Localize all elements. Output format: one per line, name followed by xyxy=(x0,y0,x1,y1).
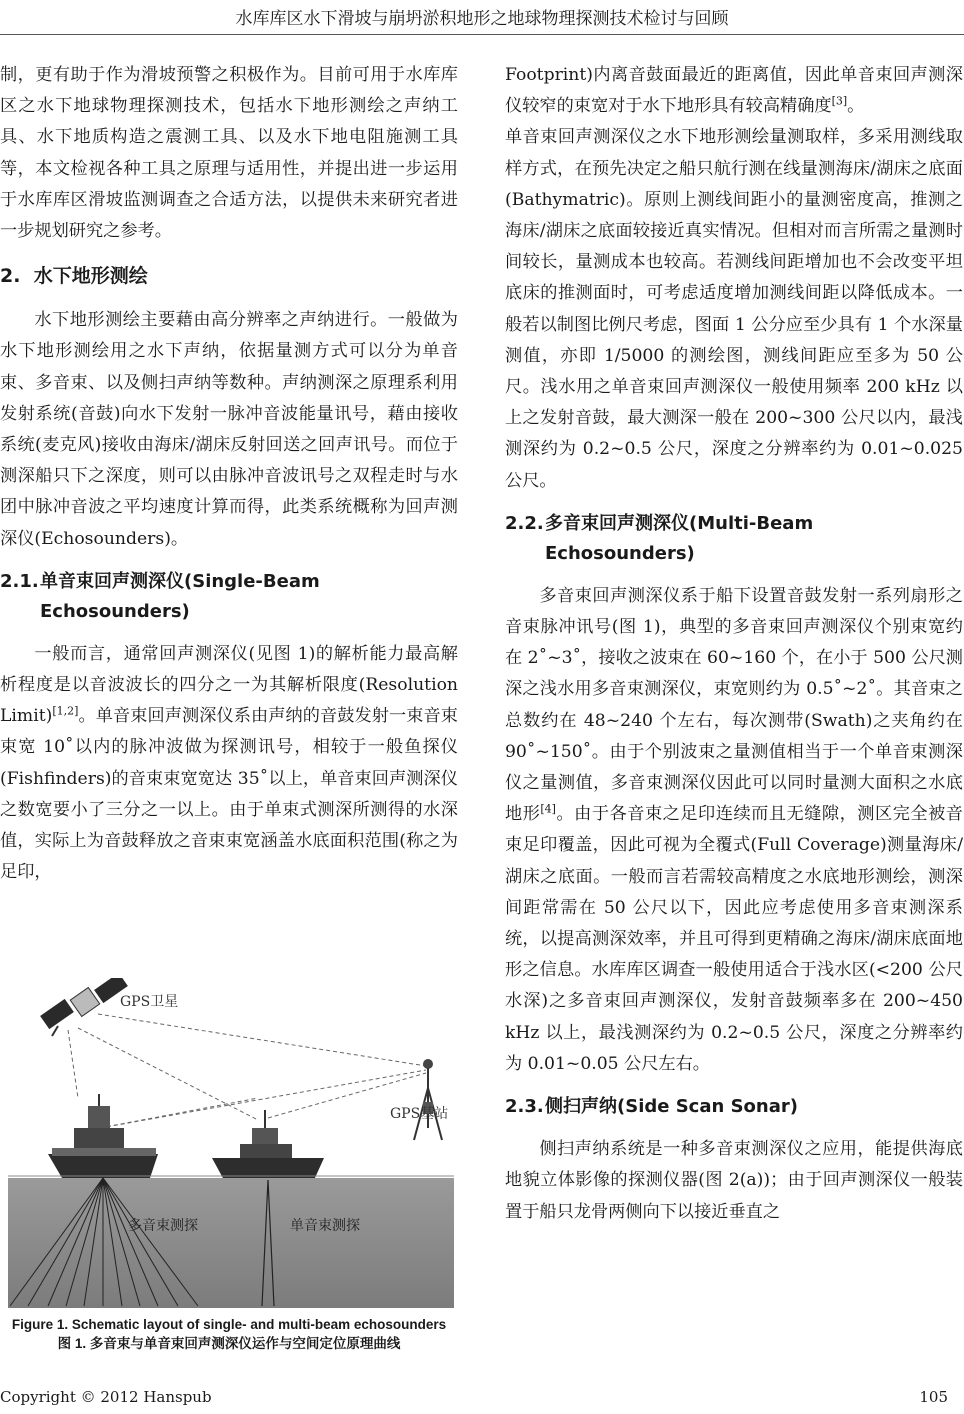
sampling-paragraph: 单音束回声测深仪之水下地形测绘量测取样，多采用测线取样方式，在预先决定之船只航行测在线量测海床/湖床之底面(Bathymatric)。原则上测线间距小的量测密度高，推测之海床/湖床之底面较接近真实情况。但相对而言所需之量测时间较长，量测成本也较高。若测线间距增加也不会改变平坦底床的推测面时，可考虑适度增加测线间距以降低成本。一般若以制图比例尺考虑，图面 1 公分应至少具有 1 个水深量测值，亦即 1/5000 的测绘图，测线间距应至多为 50 公尺。浅水用之单音束回声测深仪一般使用频率 200 kHz 以上之发射音鼓，最大测深一般在 200~300 公尺以内，最浅测深约为 0.2~0.5 公尺，深度之分辨率约为 0.01~0.025 公尺。 xyxy=(505,127,963,491)
section-2-3-number: 2.3. xyxy=(505,1096,544,1118)
citation[interactable]: [3] xyxy=(831,94,848,108)
citation[interactable]: [1,2] xyxy=(52,704,79,718)
section-2-3-paragraph: 侧扫声纳系统是一种多音束测深仪之应用，能提供海底地貌立体影像的探测仪器(图 2(a))；由于回声测深仪一般装置于船只龙骨两侧向下以接近垂直之 xyxy=(505,1139,963,1222)
header-divider xyxy=(0,34,964,35)
multibeam-ship-icon xyxy=(48,1094,158,1178)
singlebeam-label: 单音束测探 xyxy=(290,1218,360,1234)
text-run: 。由于各音束之足印连续而且无缝隙，测区完全被音束足印覆盖，因此可视为全覆式(Full Coverage)测量海床/湖床之底面。一般而言若需较高精度之水底地形测绘，测深间距常需在 50 公尺以下，因此应考虑使用多音束测深系统，以提高测深效率，并且可得到更精确之海床/湖床底面地形之信息。水库库区调查一般使用适合于浅水区(<200 公尺水深)之多音束回声测深仪，发射音鼓频率多在 200~450 kHz 以上，最浅测深约为 0.2~0.5 公尺，深度之分辨率约为 0.01~0.05 公尺左右。 xyxy=(505,804,963,1074)
page-number: 105 xyxy=(919,1388,948,1406)
continued-paragraph xyxy=(505,60,963,122)
figure-caption-english: Figure 1. Schematic layout of single- and multi-beam echosounders xyxy=(11,1317,447,1332)
running-header: 水库库区水下滑坡与崩坍淤积地形之地球物理探测技术检讨与回顾 xyxy=(235,9,729,29)
copyright-footer: Copyright © 2012 Hanspub xyxy=(0,1388,212,1406)
multibeam-label: 多音束测探 xyxy=(128,1218,198,1234)
section-2-2-title: 多音束回声测深仪(Multi-Beam Echosounders) xyxy=(545,512,814,564)
intro-paragraph: 制，更有助于作为滑坡预警之积极作为。目前可用于水库库区之水下地球物理探测技术，包括水下地形测绘之声纳工具、水下地质构造之震测工具、以及水下地电阻施测工具等，本文检视各种工具之原理与适用性，并提出进一步运用于水库库区滑坡监测调查之合适方法，以提供未来研究者进一步规划研究之参考。 xyxy=(0,65,458,242)
section-2-title: 水下地形测绘 xyxy=(33,265,148,288)
section-2-3-heading xyxy=(505,1092,963,1122)
signal-lines xyxy=(68,1014,426,1128)
section-2-2-number: 2.2. xyxy=(505,512,544,534)
text-run: 。单音束回声测深仪系由声纳的音鼓发射一束音束束宽 10˚以内的脉冲波做为探测讯号，相较于一般鱼探仪(Fishfinders)的音束束宽宽达 35˚以上，单音束回声测深仪之数宽要小了三分之一以上。由于单束式测深所测得的水深值，实际上为音鼓释放之音束束宽涵盖水底面积范围(称之为足印， xyxy=(0,706,458,883)
left-column xyxy=(0,60,458,888)
section-2-2-heading xyxy=(505,509,963,569)
figure-caption-chinese: 图 1. 多音束与单音束回声测深仪运作与空间定位原理曲线 xyxy=(57,1336,401,1351)
section-2-3-title: 侧扫声纳(Side Scan Sonar) xyxy=(545,1096,798,1118)
section-2-1-paragraph xyxy=(0,639,458,889)
satellite-icon xyxy=(40,978,128,1036)
gps-base-label: GPS基站 xyxy=(390,1106,449,1122)
right-column xyxy=(505,60,963,1228)
singlebeam-ship-icon xyxy=(212,1110,324,1180)
echosounder-schematic xyxy=(8,978,454,1308)
section-2-2-paragraph xyxy=(505,581,963,1080)
section-2-number: 2. xyxy=(0,265,21,288)
gps-satellite-label: GPS卫星 xyxy=(120,994,179,1010)
text-run: Footprint)内离音鼓面最近的距离值，因此单音束回声测深仪较窄的束宽对于水下地形具有较高精确度 xyxy=(505,65,963,117)
section-2-1-number: 2.1. xyxy=(0,570,39,592)
text-run: 一般而言，通常回声测深仪(见图 1)的解析能力最高解析程度是以音波波长的四分之一为其解析限度(Resolution Limit) xyxy=(0,643,458,727)
figure-1 xyxy=(8,978,454,1308)
section-2-paragraph: 水下地形测绘主要藉由高分辨率之声纳进行。一般做为水下地形测绘用之水下声纳，依据量测方式可以分为单音束、多音束、以及侧扫声纳等数种。声纳测深之原理系利用发射系统(音鼓)向水下发射一脉冲音波能量讯号，藉由接收系统(麦克风)接收由海床/湖床反射回送之回声讯号。而位于测深船只下之深度，则可以由脉冲音波讯号之双程走时与水团中脉冲音波之平均速度计算而得，此类系统概称为回声测深仪(Echosounders)。 xyxy=(0,310,458,549)
text-run: 多音束回声测深仪系于船下设置音鼓发射一系列扇形之音束脉冲讯号(图 1)，典型的多音束回声测深仪个别束宽约在 2˚~3˚，接收之波束在 60~160 个，在小于 500 公尺测深之浅水用多音束测深仪，束宽则约为 0.5˚~2˚。其音束之总数约在 48~240 个左右，每次测带(Swath)之夹角约在 90˚~150˚。由于个别波束之量测值相当于一个单音束测深仪之量测值，多音束测深仪因此可以同时量测大面积之水底地形 xyxy=(505,585,963,825)
section-2-1-title: 单音束回声测深仪(Single-Beam Echosounders) xyxy=(40,570,320,622)
section-2-1-heading xyxy=(0,567,458,627)
section-2-heading xyxy=(0,261,458,291)
text-run: 。 xyxy=(847,96,865,117)
figure-1-caption xyxy=(0,1315,458,1353)
citation[interactable]: [4] xyxy=(540,802,556,816)
